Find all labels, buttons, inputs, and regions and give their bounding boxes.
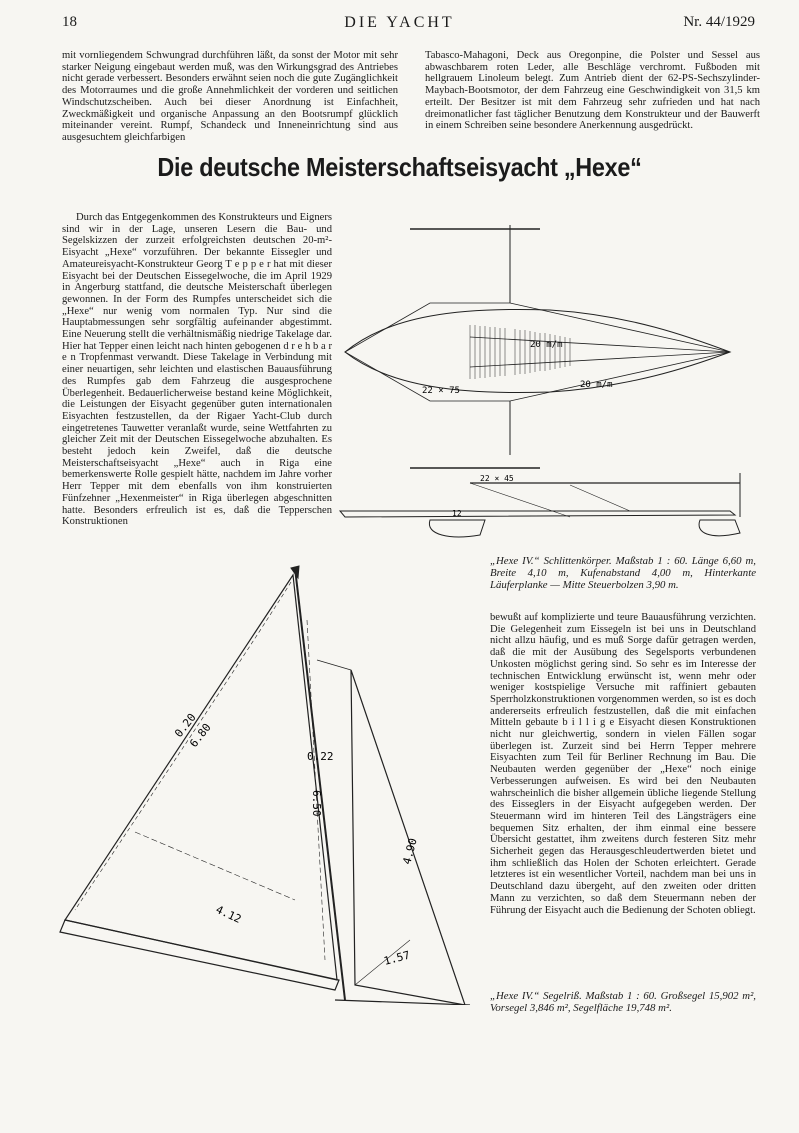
hull-frame [345, 303, 730, 401]
page-number: 18 [62, 14, 77, 30]
label-mast-len: 6.50 [310, 790, 323, 817]
sail-plan-drawing [55, 560, 475, 1005]
article-column-2 [490, 612, 756, 916]
top-right-paragraph: Tabasco-Mahagoni, Deck aus Oregonpine, die Polster und Sessel aus abwaschbarem roten Leder, alle Beschläge verchromt. Fußboden mit hellgrauem Linoleum belegt. Zum Antrieb dient der 62-PS-Sechszylinder-Maybach-Bootsmotor, der dem Fahrzeug eine Geschwindigkeit von 31,5 km erteilt. Der Besitzer ist mit dem Fahrzeug sehr zufrieden und hat nach dreimonatlicher fast täglicher Benutzung dem Konstrukteur und der Bauwerft in einem Schreiben seine besondere Anerkennung ausgedrückt. [425, 50, 760, 132]
top-left-column [62, 50, 398, 144]
planking-hatch [470, 325, 570, 379]
article-paragraph-1: Durch das Entgegenkommen des Konstrukteurs und Eigners sind wir in der Lage, unseren Lesern die Bau- und Segelskizzen der zurzeit erfolgreichsten deutschen 20-m²-Eisyacht „Hexe“ vorzuführen. Der bekannte Eissegler und Amateureisyacht-Konstrukteur Georg T e p p e r hat mit dieser Eisyacht bei der Deutschen Eissegelwoche, die im April 1929 in Angerburg stattfand, die deutsche Meisterschaft überlegen gewonnen. In der Form des Rumpfes unterscheidet sich die „Hexe“ nur wenig vom normalen Typ. Nur sind die Hauptabmessungen sehr sorgfältig aufeinander abgestimmt. Eine Neuerung stellt die verhältnismäßig niedrige Takelage dar. Hier hat Tepper einen leicht nach hinten gebogenen d r e h b a r e n Tropfenmast verwandt. Diese Takelage in Verbindung mit einer neuartigen, sehr leichten und elastischen Bauausführung des Rumpfes gab dem Fahrzeug die ausgesprochene Überlegenheit. Bedauerlicherweise bestand keine Möglichkeit, die Leistungen der Eisyacht gegenüber guten internationalen Eisyachten festzustellen, da der Rigaer Yacht-Club durch eingetretenes Tauwetter veranlaßt wurde, seine Wettfahrten zu gleicher Zeit mit der Deutschen Eissegelwoche abzuhalten. Es besteht jedoch kein Zweifel, daß die deutsche Meisterschaftseisyacht „Hexe“ auch in Riga eine bemerkenswerte Rolle gespielt hätte, nachdem im Jahre vorher Herr Tepper mit dem ebenfalls von ihm konstruierten Fünfzehner „Hexenmeister“ in Riga überlegen abgeschnitten hatte. Besonders erfreulich ist es, daß die Tepperschen Konstruktionen [62, 212, 332, 528]
mainsail [65, 575, 337, 980]
issue-number: Nr. 44/1929 [683, 14, 755, 30]
runner-left [429, 520, 485, 537]
label-luff-b: 6.80 [187, 720, 214, 750]
journal-title: DIE YACHT [344, 14, 455, 31]
label-mast-top: 0.22 [307, 750, 334, 763]
runner-rear [699, 520, 740, 536]
article-column-1 [62, 212, 332, 528]
figure2-caption: „Hexe IV.“ Segelriß. Maßstab 1 : 60. Großsegel 15,902 m², Vorsegel 3,846 m², Segelfläche 19,748 m². [490, 990, 756, 1014]
top-right-column [425, 50, 760, 132]
label-jib-foot: 1.57 [382, 948, 412, 968]
label-section: 22 × 75 [422, 386, 460, 396]
boom [60, 920, 339, 990]
top-left-paragraph: mit vornliegendem Schwungrad durchführen läßt, da sonst der Motor mit sehr starker Neigung eingebaut werden muß, was den Wirkungsgrad des Antriebes nicht gerade verbessert. Besonders erwähnt seien noch die gute Zugänglichkeit des Motorraumes und die große Annehmlichkeit der vorderen und seitlichen Windschutzscheiben. Auch bei dieser Anordnung ist Einfachheit, Zweckmäßigkeit und organische Anpassung an den Bootsrumpf glücklich miteinander vereint. Rumpf, Schandeck und Inneneinrichtung sind aus ausgesuchtem gleichfarbigen [62, 50, 398, 143]
mast [295, 568, 345, 1000]
figure1-caption: „Hexe IV.“ Schlittenkörper. Maßstab 1 : 60. Länge 6,60 m, Breite 4,10 m, Kufenabstand 4,00 m, Hinterkante Läuferplanke — Mitte Steuerbolzen 3,90 m. [490, 555, 756, 591]
sled-drawing [330, 215, 760, 545]
label-hatch: 12 [452, 509, 462, 518]
longeron [340, 511, 735, 517]
article-title: Die deutsche Meisterschaftseisyacht „Hexe“ [157, 152, 642, 182]
label-luff-a: 0.20 [172, 710, 199, 740]
label-jib-leech: 4.90 [400, 836, 420, 866]
article-paragraph-2: bewußt auf komplizierte und teure Bauausführung verzichten. Die Gelegenheit zum Eissegeln ist bei uns in Deutschland nicht allzu häufig, und es muß Sorge dafür getragen werden, daß die mit der Ausübung des Segelsports verbundenen Unkosten möglichst gering sind. So sehr es im Interesse der technischen Entwicklung erwünscht ist, wenn mehr oder weniger kostspielige Versuche mit raffiniert gebauten Sperrholzkonstruktionen vorgenommen werden, so ist es doch andererseits erfreulich festzustellen, daß die mit einfachen Mitteln gebaute b i l l i g e Eisyacht diesen Konstruktionen nicht nur gleichwertig, sondern in vielen Fällen sogar überlegen ist. Zurzeit sind bei Herrn Tepper mehrere Eisyachten zum Teil für Berliner Rechnung im Bau. Die Neubauten werden gegenüber der „Hexe“ noch einige Verbesserungen aufweisen. Es wird bei den Neubauten wahrscheinlich die bisher allgemein übliche liegende Stellung des Eisseglers in der Eisyacht aufgegeben werden. Der Steuermann wird im hinteren Teil des Längsträgers eine bequemen Sitz erhalten, der ihm einmal eine bessere Übersicht gestattet, ihm zweitens durch festeren Sitz mehr Sicherheit gegen das Herausgeschleudertwerden bietet und ihm schließlich das Holen der Schoten erleichtert. Gerade letzteres ist ein wesentlicher Vorteil, nachdem man bei uns in Deutschland dazu übergeht, auf den zweiten oder dritten Mann zu verzichten, so daß dem Steuermann neben der Führung der Eisyacht auch die Bedienung der Schoten obliegt. [490, 612, 756, 916]
label-small: 22 × 45 [480, 474, 514, 483]
label-foot: 4.12 [213, 902, 244, 926]
label-plank: 20 m/m [530, 340, 563, 350]
hull-outline [345, 309, 730, 392]
label-stringer: 20 m/m [580, 380, 613, 390]
